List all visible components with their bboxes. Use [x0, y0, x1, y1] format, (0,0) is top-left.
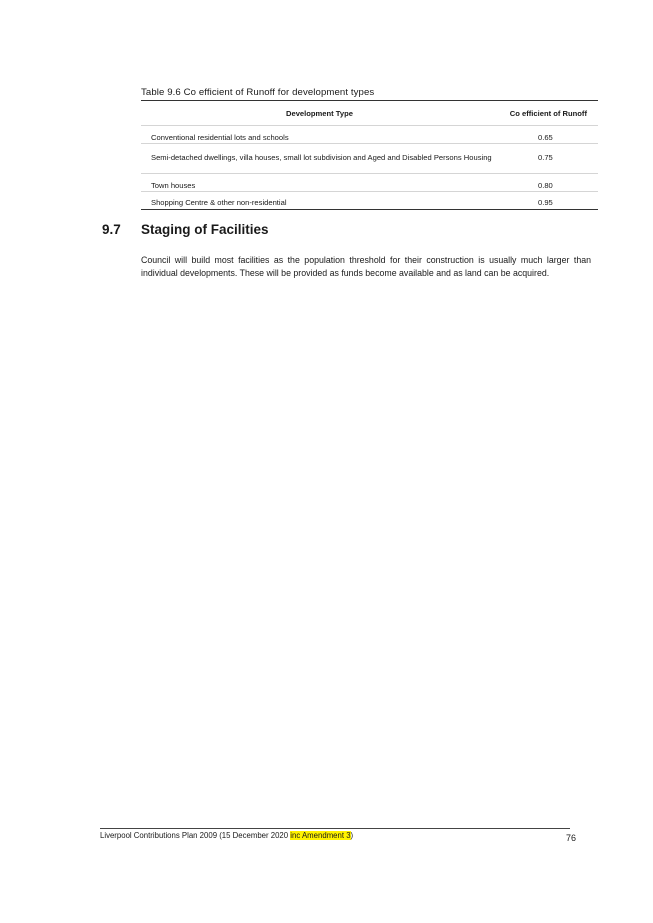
table-caption: Table 9.6 Co efficient of Runoff for development types	[141, 87, 375, 98]
table-row	[141, 126, 598, 144]
footer-text	[100, 831, 353, 840]
footer-title: Liverpool Contributions Plan 2009 (15 December 2020	[100, 831, 291, 840]
cell-coefficient: 0.80	[538, 181, 553, 190]
table-row	[141, 192, 598, 209]
cell-development-type: Conventional residential lots and schools	[151, 133, 289, 142]
cell-development-type: Shopping Centre & other non-residential	[151, 198, 287, 207]
footer-close-paren: )	[350, 831, 354, 840]
section-body-paragraph: Council will build most facilities as the population threshold for their construction is usually much larger than individual developments. These will be provided as funds become available and as land can be acquired.	[141, 255, 591, 278]
table-header-row	[141, 101, 598, 126]
table-row	[141, 144, 598, 174]
header-development-type: Development Type	[286, 109, 353, 118]
cell-development-type: Town houses	[151, 181, 196, 190]
cell-coefficient: 0.65	[538, 133, 553, 142]
cell-coefficient: 0.75	[538, 153, 553, 162]
footer-amendment-highlight: inc Amendment 3	[290, 831, 351, 840]
header-coefficient: Co efficient of Runoff	[509, 109, 587, 118]
cell-coefficient: 0.95	[538, 198, 553, 207]
runoff-table	[141, 100, 598, 210]
cell-development-type: Semi-detached dwellings, villa houses, small lot subdivision and Aged and Disabled Persons Housing	[151, 153, 492, 162]
section-number: 9.7	[102, 222, 121, 237]
section-title: Staging of Facilities	[141, 222, 269, 237]
footer-rule	[100, 828, 570, 829]
table-row	[141, 174, 598, 192]
page-number: 76	[566, 833, 577, 843]
